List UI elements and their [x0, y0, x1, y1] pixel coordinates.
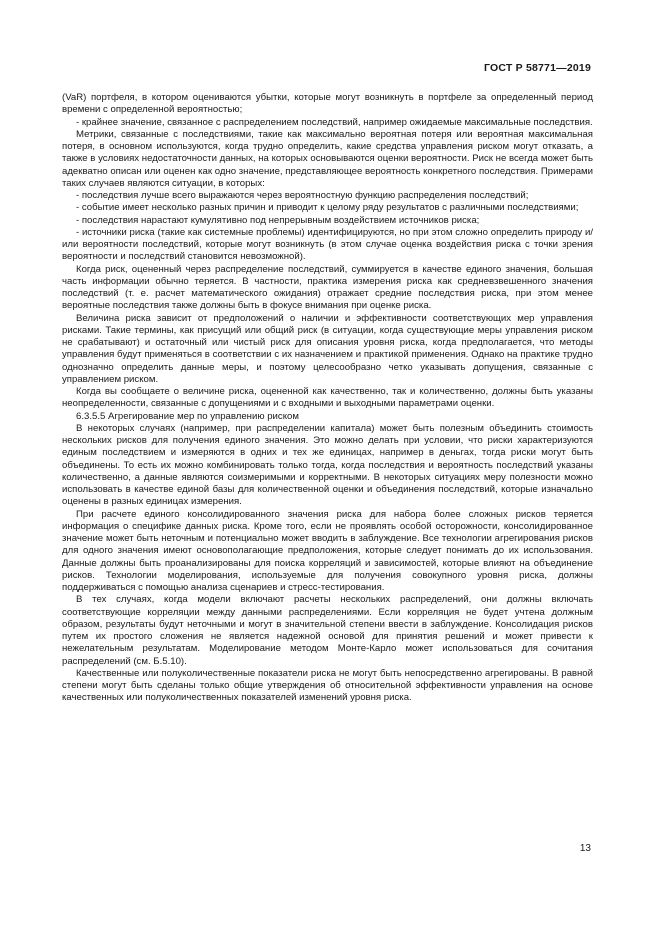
standard-code-header: ГОСТ Р 58771—2019 [483, 62, 591, 74]
paragraph-correlations: В тех случаях, когда модели включают расчеты нескольких распределений, они должны включать соответствующие корреляции между данными распределениями. Если корреляция не будет учтена должным образом, результаты будут неточными и могут в значительной степени ввести в заблуждение. Консолидация рисков путем их простого сложения не является надежной основой для принятия решений и может привести к нежелательным результатам. Моделирование методом Монте-Карло может использоваться для сочитания распределений (см. Б.5.10). [62, 594, 593, 667]
paragraph-risk-magnitude: Величина риска зависит от предположений о наличии и эффективности соответствующих мер управления рисками. Такие термины, как присущий или общий риск (в ситуации, когда существующие меры управления риском не срабатывают) и остаточный или чистый риск для описания уровня риска, когда предполагается, что методы управления будут применяться в соответствии с их назначением и практикой применения. Однако на практике трудно однозначно определить данные меры, и поэтому целесообразно четко указывать допущения, связанные с управлением риском. [62, 312, 593, 385]
list-item-multiple-causes: - событие имеет несколько разных причин и приводит к целому ряду результатов с различными последствиями; [76, 202, 579, 214]
list-item-distribution: - последствия лучше всего выражаются через вероятностную функцию распределения последствий; [76, 190, 529, 201]
list-item-cumulative: - последствия нарастают кумулятивно под непрерывным воздействием источников риска; [76, 214, 480, 226]
paragraph-consolidated-value: При расчете единого консолидированного значения риска для набора более сложных рисков теряется информация о специфике данных риска. Кроме того, если не проявлять особой осторожности, консолидированное значение может быть неточным и потенциально может вводить в заблуждение. Все технологии агрегирования рисков для одного значения имеют основополагающие предположения, которые следует понимать до их использования. Данные должны быть проанализированы для поиска корреляций и зависимостей, которые влияют на объединение рисков. Технологии моделирования, используемые для получения совокупного уровня риска, должны поддерживаться с помощью анализа сценариев и стресс-тестирования. [62, 508, 593, 593]
body-text [62, 92, 593, 705]
paragraph-consequence-metrics: Метрики, связанные с последствиями, такие как максимально вероятная потеря или вероятная максимальная потеря, в основном используются, когда трудно определить, какие средства управления риском могут отказать, а также в условиях недостаточности данных, на которых основываются оценки вероятности. Риск не всегда может быть адекватно описан или оценен как одно значение, представляющее вероятность конкретного последствия. Примерами таких случаев являются ситуации, в которых: [62, 128, 593, 189]
page-number: 13 [579, 843, 591, 854]
paragraph-uncertainties: Когда вы сообщаете о величине риска, оцененной как качественно, так и количественно, должны быть указаны неопределенности, связанные с допущениями и с входными и выходными параметрами оценки. [62, 386, 593, 410]
paragraph-aggregation-cases: В некоторых случаях (например, при распределении капитала) может быть полезным объединить стоимость нескольких рисков для получения единого значения. Это можно делать при условии, что риски характеризуются единым последствием и измеряются в одних и тех же единицах, например в деньгах, тогда риски могут быть объединены. То есть их можно комбинировать только тогда, когда последствия и вероятность последствий указаны количественно, а данные являются соизмеримыми и корректными. В некоторых ситуациях меру полезности можно использовать в качестве единой базы для количественной оценки и объединения последствий, которые изначально оценены в разных единицах измерения. [62, 422, 593, 508]
section-heading-6-3-5-5: 6.3.5.5 Агрегирование мер по управлению риском [76, 410, 299, 422]
list-item-extreme-value: - крайнее значение, связанное с распределением последствий, например ожидаемые максимальные последствия. [76, 116, 593, 128]
paragraph-var: (VaR) портфеля, в котором оцениваются убытки, которые могут возникнуть в портфеле за определенный период времени с определенной вероятностью; [62, 92, 593, 116]
paragraph-single-value-loss: Когда риск, оцененный через распределение последствий, суммируется в качестве единого значения, большая часть информации обычно теряется. В частности, практика измерения риска как средневзвешенного значения последствий (т. е. расчет математического ожидания) отражает средние последствия риска, при этом менее вероятные последствия также должны быть в фокусе внимания при оценке риска. [62, 263, 593, 312]
list-item-systemic-sources: - источники риска (такие как системные проблемы) идентифицируются, но при этом сложно определить природу и/или вероятности последствий, которые могут возникнуть (в этом случае оценка воздействия риска с точки зрения вероятности и последствий становится невозможной). [62, 226, 593, 263]
paragraph-qualitative-measures: Качественные или полуколичественные показатели риска не могут быть непосредственно агрегированы. В равной степени могут быть сделаны только общие утверждения об относительной эффективности управления на основе качественных или полуколичественных показателей изменений уровня риска. [62, 667, 593, 704]
